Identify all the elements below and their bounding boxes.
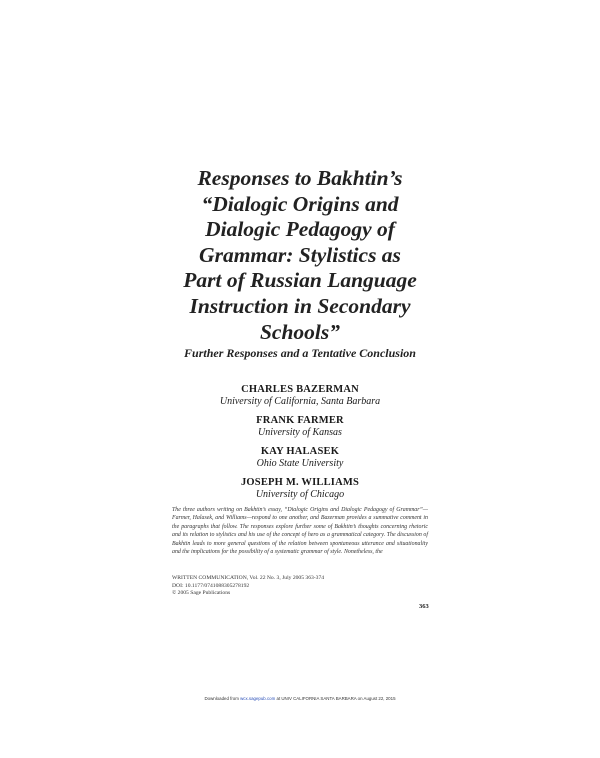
author-affiliation: University of Chicago — [255, 489, 345, 500]
title-line: Dialogic Pedagogy of — [205, 217, 395, 242]
abstract-text: The three authors writing on Bakhtin’s essay, “Dialogic Origins and Dialogic Pedagogy of Grammar”—Farmer, Halasek, and Williams—respond to one another, and Bazerman provides a summative comment in the paragraphs that follow. The responses explore further some of Bakhtin’s thoughts concerning rhetoric and its relation to stylistics and his use of the concept of hero as a grammatical category. The discussion of Bakhtin leads to more general questions of the relation between spontaneous utterance and situationality and the implications for the possibility of a systematic grammar of style. Nonetheless, the — [172, 507, 428, 556]
download-suffix: at UNIV CALIFORNIA SANTA BARBARA on August 22, 2015 — [275, 696, 396, 701]
publication-info — [172, 575, 432, 598]
download-prefix: Downloaded from — [204, 696, 241, 701]
title-line: Grammar: Stylistics as — [199, 242, 401, 267]
author-name: KAY HALASEK — [260, 446, 340, 457]
article-title — [150, 166, 450, 345]
author-name: JOSEPH M. WILLIAMS — [240, 477, 360, 488]
journal-citation: WRITTEN COMMUNICATION, Vol. 22 No. 3, July 2005 363-374 — [172, 575, 325, 581]
author-block — [150, 476, 450, 501]
author-block — [150, 414, 450, 439]
title-line: Instruction in Secondary — [189, 293, 411, 318]
title-line: Part of Russian Language — [183, 268, 417, 293]
article-subtitle: Further Responses and a Tentative Conclusion — [184, 346, 416, 360]
download-link[interactable]: wcx.sagepub.com — [240, 696, 276, 701]
author-affiliation: University of Kansas — [258, 427, 342, 438]
doi: DOI: 10.1177/0741088305278192 — [172, 582, 250, 589]
title-line: “Dialogic Origins and — [201, 191, 399, 216]
copyright: © 2005 Sage Publications — [172, 590, 231, 597]
author-name: CHARLES BAZERMAN — [241, 384, 359, 395]
author-affiliation: Ohio State University — [256, 458, 344, 469]
author-name: FRANK FARMER — [256, 415, 344, 426]
title-line: Schools” — [259, 319, 341, 344]
title-line: Responses to Bakhtin’s — [197, 166, 403, 190]
author-affiliation: University of California, Santa Barbara — [219, 396, 381, 407]
author-list — [150, 383, 450, 507]
author-block — [150, 383, 450, 408]
author-block — [150, 445, 450, 470]
page-number: 363 — [419, 603, 429, 610]
download-footer — [100, 696, 500, 701]
